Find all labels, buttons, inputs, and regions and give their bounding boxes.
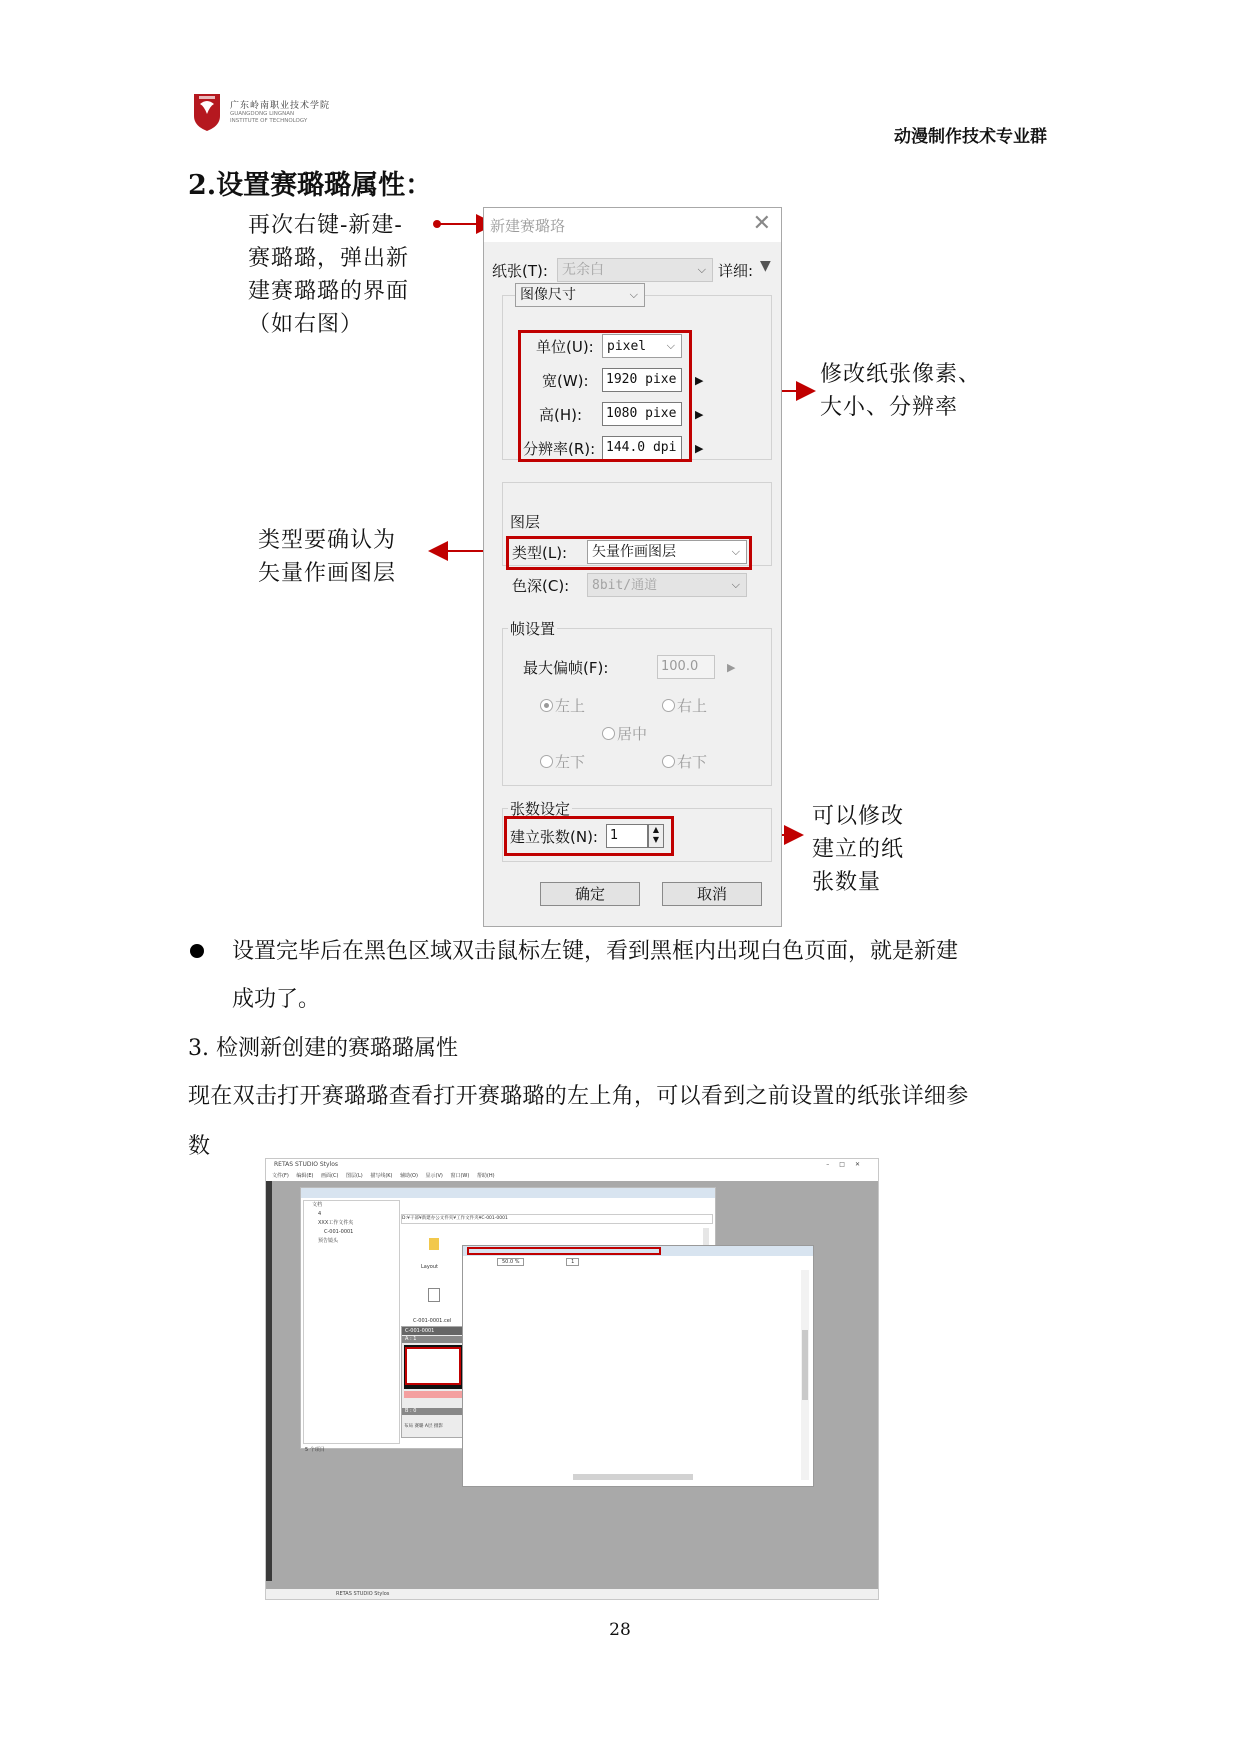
arrow-dot	[433, 220, 441, 228]
unit-label: 单位(U):	[536, 338, 594, 356]
note-line: 类型要确认为	[258, 528, 397, 553]
count-group-label: 张数设定	[510, 800, 571, 818]
chevron-down-icon: ⌵	[629, 288, 638, 301]
cel-tabs	[402, 1423, 468, 1429]
app-status-text: RETAS STUDIO Stylos	[336, 1591, 390, 1597]
tab-item[interactable]: 赛璐	[414, 1424, 424, 1429]
folder-tree	[303, 1200, 400, 1444]
arrow-right-icon[interactable]: ▶	[695, 374, 704, 387]
dialog-titlebar	[484, 208, 781, 242]
note-line: 建赛璐璐的界面	[248, 279, 410, 304]
count-label: 建立张数(N):	[510, 828, 598, 846]
unit-value: pixel	[607, 339, 647, 354]
paper-label	[492, 260, 548, 281]
type-label: 类型(L):	[512, 544, 568, 562]
paper-label-text: 纸张(T):	[492, 262, 548, 280]
app-titlebar	[266, 1159, 878, 1171]
highlight-cel-title	[467, 1247, 661, 1255]
note-line: 再次右键-新建-	[248, 213, 403, 238]
school-logo-text	[230, 98, 330, 125]
section-title: 2.设置赛璐璐属性：	[188, 170, 433, 201]
resolution-input[interactable]: 144.0 dpi	[602, 436, 682, 460]
new-cel-dialog	[483, 207, 782, 927]
radio-top-right[interactable]	[662, 699, 675, 712]
note-line: 可以修改	[812, 804, 905, 829]
layout-label: Layout	[421, 1264, 438, 1270]
para-line1: 现在双击打开赛璐璐查看打开赛璐璐的左上角，可以看到之前设置的纸张详细参	[188, 1084, 969, 1109]
resolution-label: 分辨率(R):	[523, 440, 596, 458]
cel-thumbnail	[404, 1345, 466, 1389]
note-sheet-count	[812, 800, 904, 899]
radio-bottom-left[interactable]	[540, 755, 553, 768]
menu-item[interactable]: 描写线(K)	[370, 1173, 393, 1179]
width-label: 宽(W):	[542, 372, 589, 390]
note-line: 大小、分辨率	[820, 395, 959, 420]
tab-item[interactable]: 布局	[404, 1424, 413, 1429]
max-offset-label: 最大偏帧(F):	[523, 659, 609, 677]
retas-screenshot	[265, 1158, 879, 1600]
detail-label: 详细:	[718, 262, 754, 280]
cel-b-label: B : 0	[402, 1408, 468, 1415]
arrow-right-icon[interactable]: ▶	[727, 661, 736, 674]
zoom-field[interactable]: 50.0 %	[497, 1258, 524, 1266]
width-input[interactable]: 1920 pixe	[602, 368, 682, 392]
spin-up-icon[interactable]: ▲	[652, 825, 660, 834]
cel-window	[462, 1245, 814, 1487]
cel-hscroll[interactable]	[573, 1474, 693, 1480]
sub-heading: 3. 检测新创建的赛璐璐属性	[188, 1036, 458, 1061]
logo-en-1: GUANGDONG LINGNAN	[230, 111, 295, 117]
tree-item[interactable]: 预告镜头	[318, 1238, 339, 1244]
bullet-text-line1: 设置完毕后在黑色区域双击鼠标左键，看到黑框内出现白色页面，就是新建	[232, 939, 959, 964]
frame-field[interactable]: 1	[566, 1258, 579, 1266]
chevron-down-icon: ⌵	[731, 545, 740, 558]
tree-item[interactable]: XXX工作文件夹	[318, 1220, 354, 1226]
header-department: 动漫制作技术专业群	[894, 127, 1047, 147]
note-line: 修改纸张像素、	[820, 362, 982, 387]
highlight-size-box	[518, 330, 692, 462]
radio-bottom-left-label: 左下	[555, 753, 586, 771]
note-line: 赛璐璐，弹出新	[248, 246, 410, 271]
height-input[interactable]: 1080 pixe	[602, 402, 682, 426]
tree-item[interactable]: 文档	[312, 1202, 323, 1208]
arrow-right-icon[interactable]: ▶	[695, 408, 704, 421]
folder-icon[interactable]	[429, 1238, 439, 1250]
cel-toolbar	[467, 1258, 797, 1266]
menu-item[interactable]: 图层(L)	[346, 1173, 363, 1179]
radio-top-left[interactable]	[540, 699, 553, 712]
tree-item[interactable]: 4	[318, 1211, 322, 1217]
logo-cn: 广东岭南职业技术学院	[230, 101, 331, 111]
radio-center[interactable]	[602, 727, 615, 740]
window-controls-icon[interactable]: –□✕	[826, 1161, 870, 1168]
radio-top-left-label: 左上	[555, 697, 586, 715]
browser-titlebar	[301, 1188, 715, 1198]
layer-group-label: 图层	[510, 513, 541, 531]
count-input[interactable]: 1	[606, 824, 648, 848]
paper-value: 无余白	[562, 262, 604, 278]
bullet-text-line2: 成功了。	[232, 987, 321, 1012]
depth-label: 色深(C):	[512, 577, 570, 595]
page-number: 28	[609, 1620, 631, 1640]
highlight-count-box	[504, 816, 674, 856]
cel-page	[407, 1349, 459, 1383]
para-line2: 数	[188, 1134, 211, 1159]
menu-bar	[266, 1171, 878, 1181]
note-layer-type	[258, 524, 396, 590]
depth-value: 8bit/通道	[592, 578, 658, 593]
cel-name: C-001-0001	[402, 1327, 468, 1335]
triangle-down-icon[interactable]: ▼	[760, 258, 771, 274]
chevron-down-icon: ⌵	[731, 578, 740, 591]
radio-bottom-right[interactable]	[662, 755, 675, 768]
file-icon[interactable]	[428, 1288, 440, 1302]
close-icon[interactable]: ✕	[752, 211, 771, 236]
menu-item[interactable]: 画面(C)	[321, 1173, 339, 1179]
dialog-title: 新建赛璐珞	[490, 217, 566, 235]
note-line: 矢量作画图层	[258, 561, 397, 586]
height-label: 高(H):	[539, 406, 583, 424]
menu-item[interactable]: 文件(F)	[272, 1173, 289, 1179]
left-dark-strip	[266, 1181, 272, 1581]
ok-button[interactable]: 确定	[540, 882, 640, 906]
app-statusbar	[266, 1589, 878, 1599]
note-line: （如右图）	[248, 312, 364, 337]
depth-select[interactable]	[587, 573, 747, 597]
menu-item[interactable]: 窗口(W)	[450, 1173, 470, 1179]
chevron-down-icon: ⌵	[697, 263, 706, 276]
highlight-type-box	[506, 536, 752, 570]
cancel-button[interactable]: 取消	[662, 882, 762, 906]
logo-en-2: INSTITUTE OF TECHNOLOGY	[230, 118, 308, 124]
bullet-icon	[190, 944, 204, 958]
max-offset-input[interactable]: 100.0	[657, 655, 715, 679]
image-size-value: 图像尺寸	[520, 287, 576, 303]
cel-panel	[401, 1326, 469, 1438]
menu-item[interactable]: 编辑(E)	[296, 1173, 314, 1179]
app-title: RETAS STUDIO Stylos	[274, 1161, 339, 1168]
browser-status: 5 个项目	[305, 1447, 325, 1453]
note-new-cel	[248, 209, 409, 341]
frame-group-label: 帧设置	[510, 620, 556, 638]
paper-select[interactable]	[557, 258, 713, 282]
cel-a-label: A : 1	[402, 1336, 468, 1343]
radio-bottom-right-label: 右下	[677, 753, 708, 771]
note-paper-size	[820, 358, 981, 424]
menu-item[interactable]: 帮助(H)	[476, 1173, 495, 1179]
radio-center-label: 居中	[617, 725, 648, 743]
tab-item[interactable]: 摄影	[433, 1424, 443, 1429]
menu-item[interactable]: 显示(V)	[425, 1173, 443, 1179]
tab-item[interactable]: A层	[424, 1424, 433, 1429]
cel-bar	[404, 1391, 466, 1398]
school-logo-icon	[192, 92, 222, 132]
menu-item[interactable]: 辅助(O)	[400, 1173, 418, 1179]
note-line: 张数量	[812, 870, 882, 895]
scroll-thumb[interactable]	[802, 1330, 808, 1400]
image-size-select[interactable]	[515, 283, 645, 307]
arrow-right-icon[interactable]: ▶	[695, 442, 704, 455]
cel-vscroll[interactable]	[801, 1270, 809, 1480]
path-bar[interactable]: D:¥干部¥新建办公文件夹¥工作文件夹¥C-001-0001	[401, 1214, 713, 1224]
layer-type-value: 矢量作画图层	[592, 544, 676, 560]
spin-down-icon[interactable]: ▼	[652, 835, 660, 844]
radio-top-right-label: 右上	[677, 697, 708, 715]
tree-item[interactable]: C-001-0001	[324, 1229, 354, 1235]
chevron-down-icon: ⌵	[666, 339, 675, 352]
file-label: C-001-0001.cel	[413, 1318, 452, 1324]
note-line: 建立的纸	[812, 837, 905, 862]
